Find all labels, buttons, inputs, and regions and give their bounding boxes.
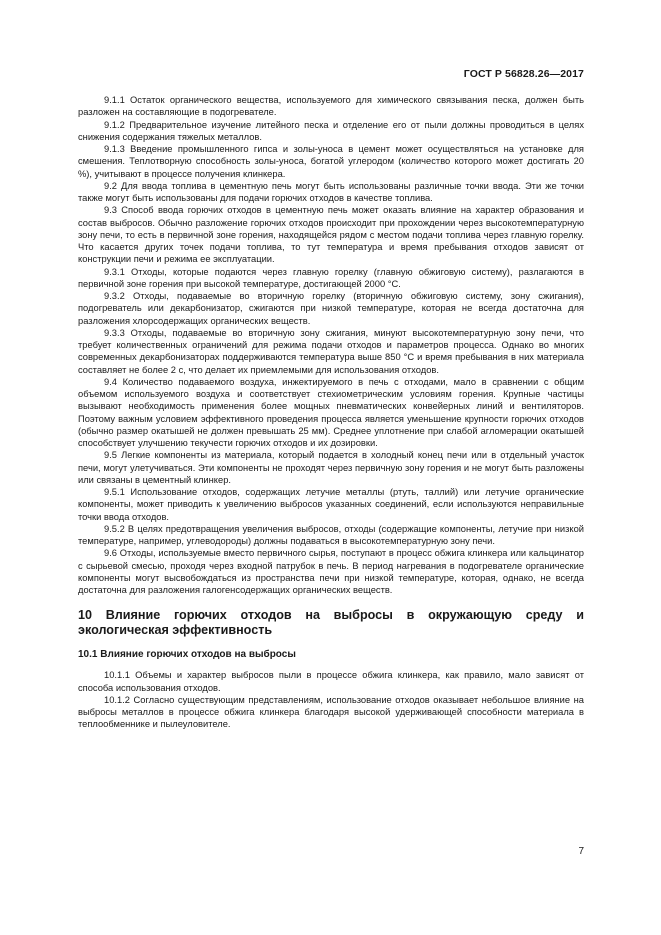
- document-page: [78, 0, 584, 935]
- paragraph-9-1-3: 9.1.3 Введение промышленного гипса и золы-уноса в цемент может осуществляться на установке для смешения. Теплотворную способность золы-уноса, богатой углеродом (количество которого может достигать 20 %), учитывают в процессе получения клинкера.: [78, 144, 584, 179]
- paragraph-9-1-1: 9.1.1 Остаток органического вещества, используемого для химического связывания песка, должен быть разложен на составляющие в подогревателе.: [78, 95, 584, 118]
- subsection-title-10-1: 10.1 Влияние горючих отходов на выбросы: [78, 649, 296, 661]
- document-code-header: ГОСТ Р 56828.26—2017: [463, 68, 584, 80]
- paragraph-9-3-1: 9.3.1 Отходы, которые подаются через главную горелку (главную обжиговую систему), разлагаются в первичной зоне горения при высокой температуре, достигающей 2000 °С.: [78, 266, 584, 289]
- paragraph-9-1-2: 9.1.2 Предварительное изучение литейного песка и отделение его от пыли должны проводиться в целях снижения содержания тяжелых металлов.: [78, 119, 584, 142]
- paragraph-9-6: 9.6 Отходы, используемые вместо первичного сырья, поступают в процесс обжига клинкера или кальцинатор с сырьевой смесью, проходя через входной патрубок в печь. В период нагревания в подогревателе органические компоненты могут высвобождаться из пространства печи при низкой температуре, которая, однако, не всегда достаточна для разложения галогенсодержащих органических веществ.: [78, 548, 584, 595]
- paragraph-10-1-1: 10.1.1 Объемы и характер выбросов пыли в процессе обжига клинкера, как правило, мало зависят от способа использования отходов.: [78, 670, 584, 693]
- section-title-10: 10 Влияние горючих отходов на выбросы в окружающую среду и экологическая эффективность: [78, 608, 584, 638]
- paragraph-9-4: 9.4 Количество подаваемого воздуха, инжектируемого в печь с отходами, мало в сравнении с общим объемом используемого воздуха и соответствует стехиометрическим условиям горения. Крупные частицы вызывают необходимость применения более мощных пневматических конвейерных линий и вентиляторов. Поэтому важным условием эффективного проведения процесса является уменьшение крупности горючих отходов (обычно размер окатышей не должен превышать 25 мм). Среднее уплотнение при слабой агломерации окатышей способствует улучшению текучести горючих отходов и их дозировки.: [78, 376, 584, 448]
- body-text: [78, 94, 584, 731]
- page-number: 7: [578, 846, 584, 857]
- paragraph-9-2: 9.2 Для ввода топлива в цементную печь могут быть использованы различные точки ввода. Эти же точки также могут быть использованы для подачи горючих отходов в качестве топлива.: [78, 180, 584, 203]
- paragraph-9-3-3: 9.3.3 Отходы, подаваемые во вторичную зону сжигания, минуют высокотемпературную зону печи, что требует количественных ограничений для режима подачи отходов и параметров процесса. Однако во многих современных декарбонизаторах поддерживаются температура выше 850 °С и время пребывания в них материала составляет не более 2 с, что делает их приемлемыми для использования отходов.: [78, 327, 584, 375]
- paragraph-9-3: 9.3 Способ ввода горючих отходов в цементную печь может оказать влияние на характер образования и состав выбросов. Обычно разложение горючих отходов происходит при прохождении через высокотемпературную зону печи, то есть в первичной зоне горения, находящейся рядом с местом подачи топлива через главную горелку. Что касается других точек подачи топлива, то тут температура и время пребывания отходов зависят от конструкции печи и режима ее эксплуатации.: [78, 205, 584, 265]
- paragraph-10-1-2: 10.1.2 Согласно существующим представлениям, использование отходов оказывает небольшое влияние на выбросы металлов в процессе обжига клинкера благодаря высокой удерживающей способности материала в теплообменнике и пылеуловителе.: [78, 694, 584, 730]
- paragraph-9-5-1: 9.5.1 Использование отходов, содержащих летучие металлы (ртуть, таллий) или летучие органические компоненты, может приводить к увеличению выбросов указанных соединений, если используются неправильные точки ввода отходов.: [78, 487, 584, 522]
- paragraph-9-5-2: 9.5.2 В целях предотвращения увеличения выбросов, отходы (содержащие компоненты, летучие при низкой температуре, например, углеводороды) должны подаваться в высокотемпературную зону печи.: [78, 523, 584, 546]
- paragraph-9-3-2: 9.3.2 Отходы, подаваемые во вторичную горелку (вторичную обжиговую систему, зону сжигания), подогреватель или декарбонизатор, сжигаются при низкой температуре, которая не всегда достаточна для разложения хлорсодержащих органических веществ.: [78, 291, 584, 326]
- paragraph-9-5: 9.5 Легкие компоненты из материала, который подается в холодный конец печи или в отдельный участок печи, могут улетучиваться. Эти компоненты не проходят через первичную зону горения и не могут быть разложены или связаны в цементный клинкер.: [78, 450, 584, 485]
